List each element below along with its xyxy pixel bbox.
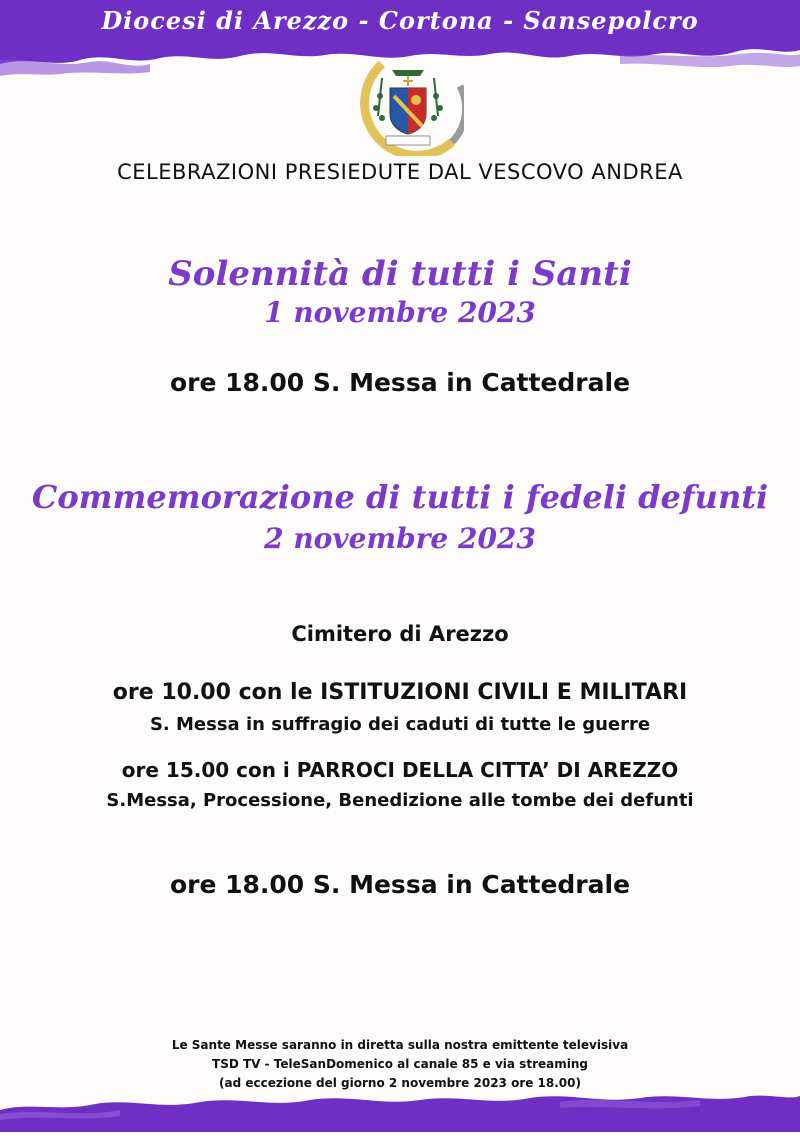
main-heading: CELEBRAZIONI PRESIEDUTE DAL VESCOVO ANDREA bbox=[117, 160, 683, 184]
event2-item1-bold: ISTITUZIONI CIVILI E MILITARI bbox=[320, 680, 688, 705]
event2-item2-detail: S.Messa, Processione, Benedizione alle tombe dei defunti bbox=[106, 790, 694, 811]
footer-line-3: (ad eccezione del giorno 2 novembre 2023 ore 18.00) bbox=[218, 1076, 581, 1090]
event1-mass: ore 18.00 S. Messa in Cattedrale bbox=[169, 368, 631, 397]
footer-line-1: Le Sante Messe saranno in diretta sulla nostra emittente televisiva bbox=[171, 1038, 629, 1052]
bishop-coat-of-arms bbox=[352, 56, 464, 156]
event2-item2-prefix: ore 15.00 con i bbox=[121, 758, 297, 782]
event2-mass: ore 18.00 S. Messa in Cattedrale bbox=[169, 870, 631, 899]
event2-item2-bold: PARROCI DELLA CITTA’ DI AREZZO bbox=[296, 758, 679, 782]
event2-date: 2 novembre 2023 bbox=[264, 522, 536, 555]
diocese-title: Diocesi di Arezzo - Cortona - Sansepolcro bbox=[101, 6, 699, 35]
footer-line-2: TSD TV - TeleSanDomenico al canale 85 e via streaming bbox=[212, 1057, 588, 1071]
event2-item1 bbox=[0, 680, 800, 705]
event1-date: 1 novembre 2023 bbox=[264, 296, 536, 329]
event2-location: Cimitero di Arezzo bbox=[291, 622, 509, 646]
event2-item1-detail: S. Messa in suffragio dei caduti di tutte le guerre bbox=[149, 714, 651, 735]
event2-item2 bbox=[0, 758, 800, 782]
bottom-purple-band bbox=[0, 1090, 800, 1132]
event2-item1-prefix: ore 10.00 con le bbox=[112, 680, 321, 705]
event2-title: Commemorazione di tutti i fedeli defunti bbox=[31, 478, 769, 516]
event1-title: Solennità di tutti i Santi bbox=[168, 254, 632, 294]
